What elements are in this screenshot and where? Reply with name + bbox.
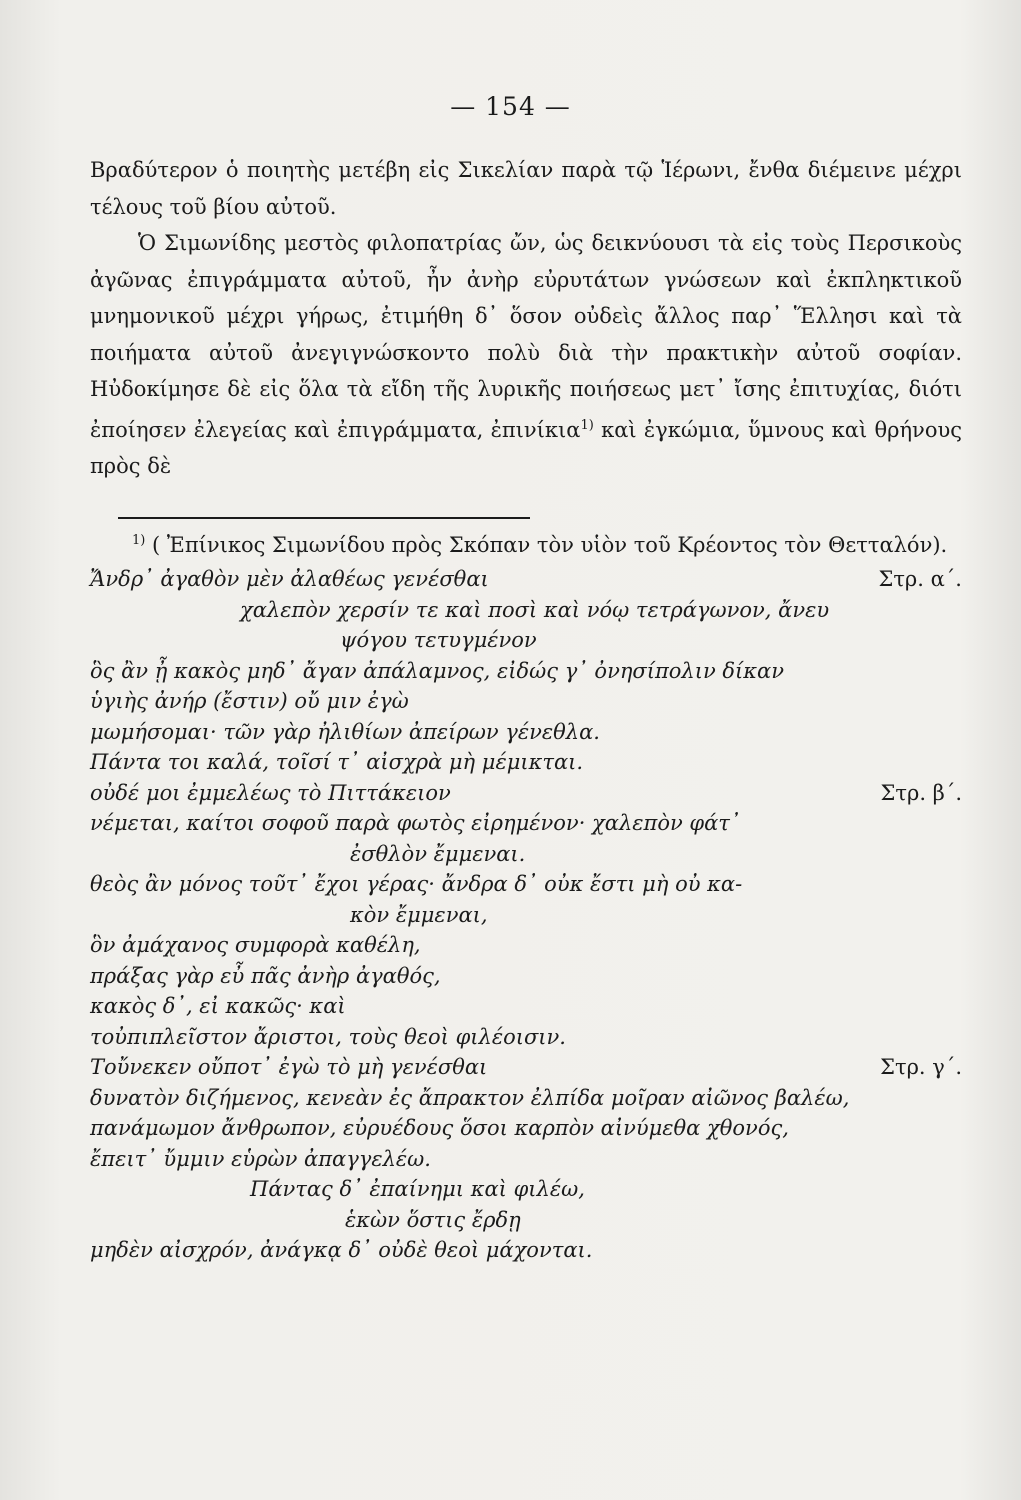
poem-line-text: Τοὔνεκεν οὔποτ᾽ ἐγὼ τὸ μὴ γενέσθαι (90, 1055, 488, 1079)
poem-line (90, 1052, 962, 1083)
poem-line (90, 991, 962, 1022)
poem-line-text: ὃς ἂν ᾖ κακὸς μηδ᾽ ἄγαν ἀπάλαμνος, εἰδώς γ᾽ ὀνησίπολιν δίκαν (90, 658, 785, 683)
poem-line (90, 1174, 962, 1205)
poem-line (90, 625, 962, 656)
poem-line-text: δυνατὸν διζήμενος, κενεὰν ἐς ἄπρακτον ἐλπίδα μοῖραν αἰῶνος βαλέω, (90, 1085, 850, 1110)
poem-line (90, 961, 962, 992)
poem-line-text: Ἄνδρ᾽ ἀγαθὸν μὲν ἀλαθέως γενέσθαι (90, 567, 489, 591)
poem-line-text: οὐδέ μοι ἐμμελέως τὸ Πιττάκειον (90, 780, 451, 805)
strophe-marker: Στρ. β΄. (880, 780, 962, 805)
poem-line-text: μωμήσομαι· τῶν γὰρ ἠλιθίων ἀπείρων γένεθλα. (90, 719, 600, 744)
poem-line (90, 1144, 962, 1175)
poem-line-text: κακὸς δ᾽, εἰ κακῶς· καὶ (90, 994, 346, 1018)
paragraph-2-end: καὶ ἐγκώμια, ὕμνους καὶ θρήνους πρὸς δὲ (90, 417, 962, 478)
poem-line-text: ἑκὼν ὅστις ἔρδῃ (345, 1207, 521, 1232)
strophe-marker: Στρ. α΄. (878, 567, 962, 591)
poem-line-text: νέμεται, καίτοι σοφοῦ παρὰ φωτὸς εἰρημένον· χαλεπὸν φάτ᾽ (90, 811, 741, 835)
poem-line-text: ἔπειτ᾽ ὔμμιν εὑρὼν ἀπαγγελέω. (90, 1146, 431, 1171)
poem-line (90, 686, 962, 717)
paragraph-1: Βραδύτερον ὁ ποιητὴς μετέβη εἰς Σικελίαν παρὰ τῷ Ἱέρωνι, ἔνθα διέμεινε μέχρι τέλους τοῦ βίου αὐτοῦ. (90, 158, 962, 219)
page-number: — 154 — (450, 92, 571, 121)
poem-line-text: Πάντα τοι καλά, τοῖσί τ᾽ αἰσχρὰ μὴ μέμικται. (90, 750, 584, 774)
poem-line-text: χαλεπὸν χερσίν τε καὶ ποσὶ καὶ νόῳ τετράγωνον, ἄνευ (240, 597, 830, 622)
poem-line-text: ὑγιὴς ἀνήρ (ἔστιν) οὔ μιν ἐγὼ (90, 689, 409, 713)
poem-line (90, 1022, 962, 1053)
poem-line-text: τοὐπιπλεῖστον ἄριστοι, τοὺς θεοὶ φιλέοισιν. (90, 1024, 566, 1049)
poem-line (90, 839, 962, 870)
poem-line (90, 595, 962, 626)
poem-line-text: ἐσθλὸν ἔμμεναι. (350, 841, 526, 866)
paragraph-2-text: Ὁ Σιμωνίδης μεστὸς φιλοπατρίας ὤν, ὡς δεικνύουσι τὰ εἰς τοὺς Περσικοὺς ἀγῶνας ἐπιγράμματα αὐτοῦ, ἦν ἀνὴρ εὐρυτάτων γνώσεων καὶ ἐκπληκτικοῦ μνημονικοῦ μέχρι γήρως, ἐτιμήθη δ᾽ ὅσον οὐδεὶς ἄλλος παρ᾽ Ἕλλησι καὶ τὰ ποιήματα αὐτοῦ ἀνεγιγνώσκοντο πολὺ διὰ τὴν πρακτικὴν αὐτοῦ σοφίαν. Ηὐδοκίμησε δὲ εἰς ὅλα τὰ εἴδη τῆς λυρικῆς ποιήσεως μετ᾽ ἴσης ἐπιτυχίας, διότι ἐποίησεν ἐλεγείας καὶ ἐπιγράμματα, ἐπινίκια (90, 231, 962, 442)
footnote-marker: 1) (132, 533, 146, 548)
poem-line-text: μηδὲν αἰσχρόν, ἀνάγκᾳ δ᾽ οὐδὲ θεοὶ μάχονται. (90, 1238, 593, 1262)
main-text (90, 152, 962, 485)
footnote-reference[interactable]: 1) (580, 417, 594, 433)
footnote-divider (118, 517, 530, 519)
poem-line (90, 900, 962, 931)
footnote-intro-text: ( Ἐπίνικος Σιμωνίδου πρὸς Σκόπαν τὸν υἱὸν τοῦ Κρέοντος τὸν Θετταλόν). (152, 533, 948, 557)
poem-line (90, 930, 962, 961)
poem-line (90, 1113, 962, 1144)
poem-line (90, 717, 962, 748)
poem-line (90, 1235, 962, 1266)
poem-line-text: ψόγου τετυγμένον (340, 628, 537, 652)
poem-line (90, 869, 962, 900)
strophe-marker: Στρ. γ΄. (880, 1055, 962, 1079)
poem-line-text: ὃν ἀμάχανος συμφορὰ καθέλη, (90, 933, 421, 957)
poem-line (90, 1205, 962, 1236)
poem-line-text: Πάντας δ᾽ ἐπαίνημι καὶ φιλέω, (250, 1177, 585, 1201)
poem-line-text: θεὸς ἂν μόνος τοῦτ᾽ ἔχοι γέρας· ἄνδρα δ᾽ οὐκ ἔστι μὴ οὐ κα- (90, 872, 743, 896)
poem-line (90, 808, 962, 839)
poem-line (90, 1083, 962, 1114)
poem-line (90, 564, 962, 595)
footnote-intro (90, 524, 962, 562)
poem-line-text: πράξας γὰρ εὖ πᾶς ἀνὴρ ἀγαθός, (90, 963, 441, 988)
poem-line (90, 778, 962, 809)
poem-line (90, 656, 962, 687)
poem (90, 564, 962, 1266)
poem-line (90, 747, 962, 778)
poem-line-text: πανάμωμον ἄνθρωπον, εὐρυέδους ὅσοι καρπὸν αἰνύμεθα χθονός, (90, 1116, 789, 1140)
paragraph-2 (90, 225, 962, 485)
footnote (90, 524, 962, 1266)
poem-line-text: κὸν ἔμμεναι, (350, 902, 488, 927)
